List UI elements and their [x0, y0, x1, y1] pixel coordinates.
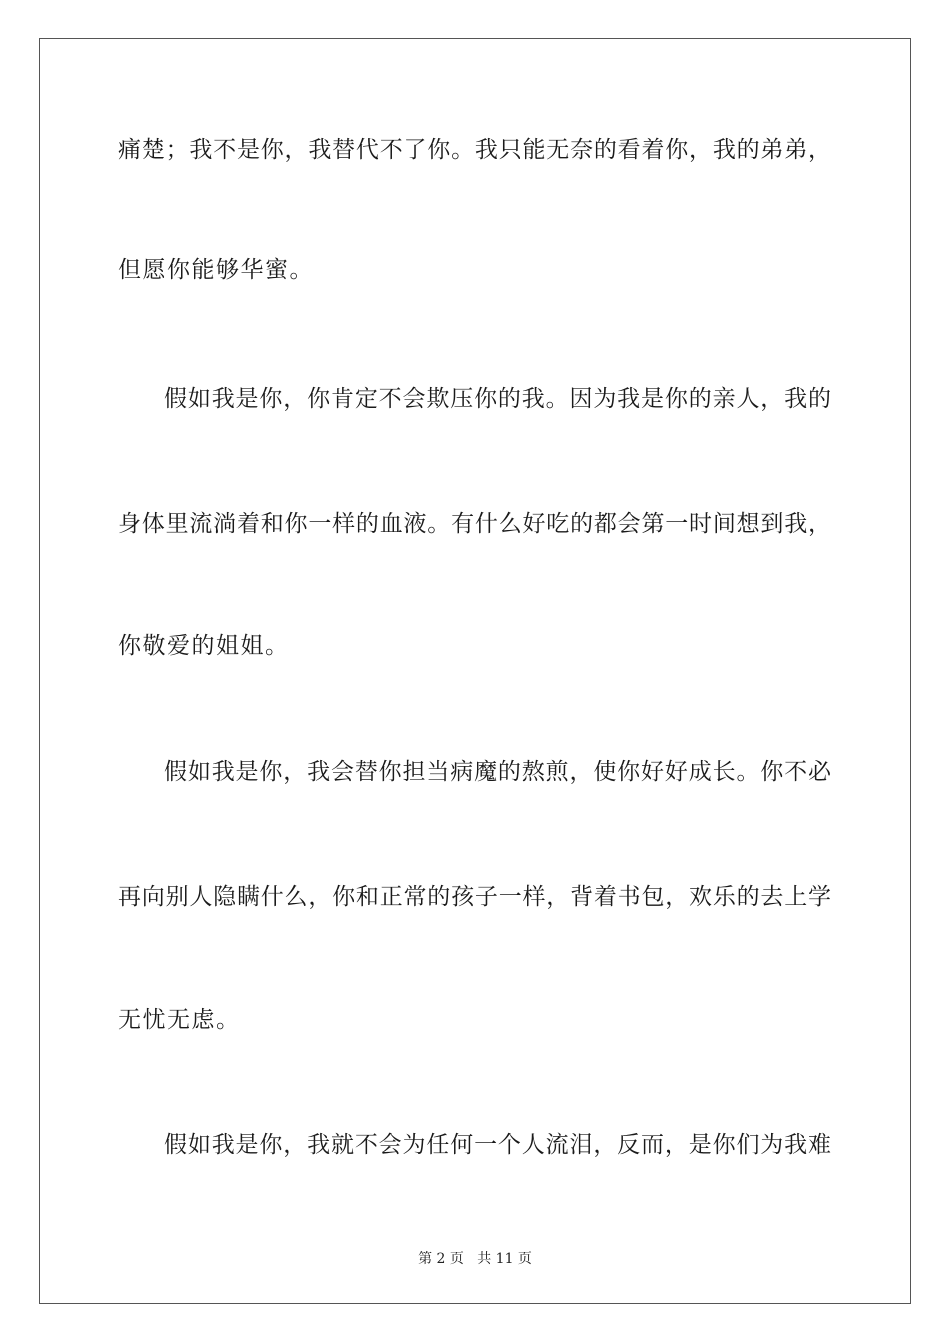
text-line-5: 你敬爱的姐姐。 [118, 633, 290, 659]
page-number-footer: 第 2 页 共 11 页 [418, 1251, 532, 1267]
text-line-9: 假如我是你，我就不会为任何一个人流泪，反而，是你们为我难 [164, 1132, 831, 1158]
text-line-1: 痛楚；我不是你，我替代不了你。我只能无奈的看着你，我的弟弟， [118, 137, 831, 163]
page-border [39, 38, 911, 1304]
text-line-4: 身体里流淌着和你一样的血液。有什么好吃的都会第一时间想到我， [118, 511, 831, 537]
text-line-8: 无忧无虑。 [118, 1007, 241, 1033]
text-line-2: 但愿你能够华蜜。 [118, 257, 314, 283]
text-line-3: 假如我是你，你肯定不会欺压你的我。因为我是你的亲人，我的 [164, 386, 831, 412]
text-line-7: 再向别人隐瞒什么，你和正常的孩子一样，背着书包，欢乐的去上学 [118, 884, 831, 910]
text-line-6: 假如我是你，我会替你担当病魔的熬煎，使你好好成长。你不必 [164, 759, 831, 785]
